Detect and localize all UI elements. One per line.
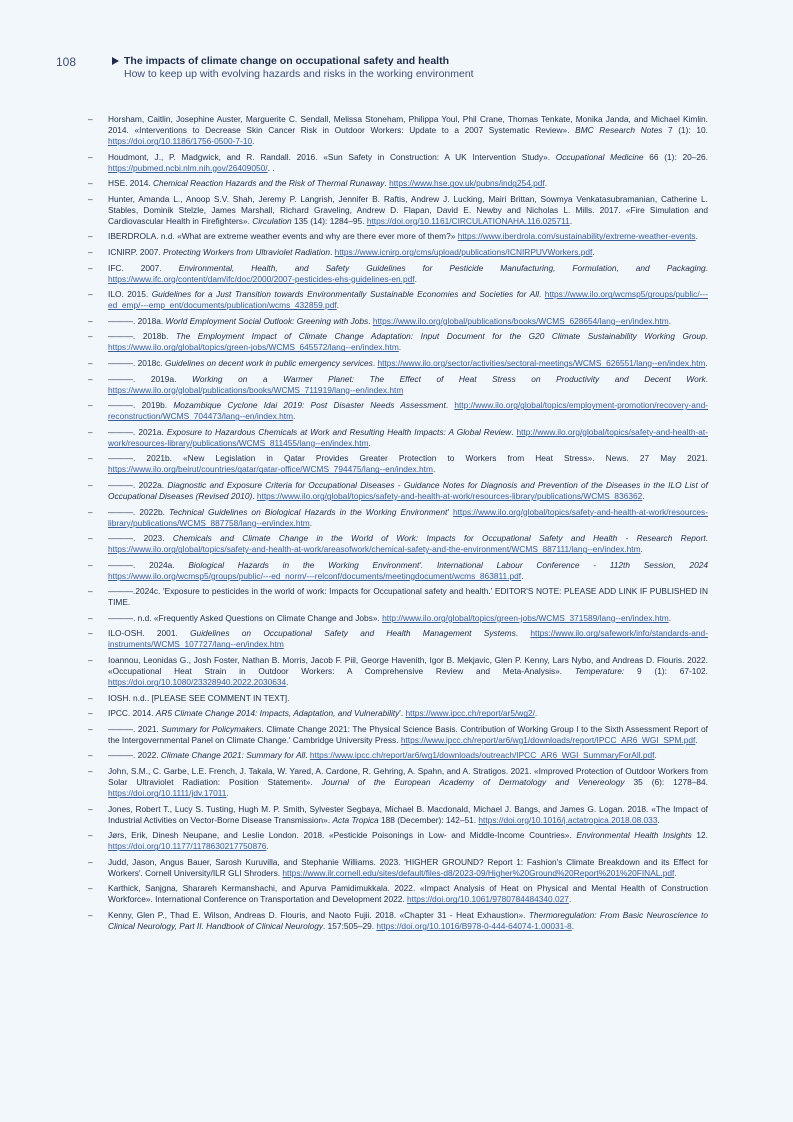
reference-title-italic: Journal of the European Academy of Dermatology and Venereology xyxy=(321,777,625,788)
reference-link[interactable]: https://www.ilo.org/wcmsp5/groups/public/---ed_norm/---relconf/documents/meetingdocument/wcms_863811.pdf xyxy=(108,570,522,581)
reference-item xyxy=(88,263,708,285)
reference-text-segment: ———.2024c. 'Exposure to pesticides in the world of work: Impacts for Occupational safety and health.' EDITOR'S NOTE: PLEASE ADD LINK IF PUBLISHED IN TIME. xyxy=(108,586,708,608)
reference-link[interactable]: https://www.iberdrola.com/sustainability/extreme-weather-events xyxy=(457,231,696,242)
triangle-arrow-icon xyxy=(112,57,119,65)
reference-bullet: – xyxy=(88,708,93,719)
reference-link[interactable]: https://www.ipcc.ch/report/ar5/wg2/ xyxy=(405,708,535,719)
reference-item xyxy=(88,453,708,475)
reference-text-segment: John, S.M., C. Garbe, L.E. French, J. Takala, W. Yared, A. Cardone, R. Gehring, A. Spahn, and A. Stratigos. 2021. «Improved Protection of Outdoor Workers from Solar Ultraviolet Radiation: Position Statement». xyxy=(108,766,708,788)
reference-item xyxy=(88,533,708,555)
reference-text-segment: 66 (1): 20–26. xyxy=(643,151,708,162)
reference-text-segment: ———. 2018c. xyxy=(108,357,166,368)
reference-text-segment: HSE. 2014. xyxy=(108,178,153,189)
reference-title-italic: Environmental Health Insights xyxy=(576,830,692,841)
reference-text-segment: IPCC. 2014. xyxy=(108,708,156,719)
reference-bullet: – xyxy=(88,357,93,368)
reference-text-segment: Jones, Robert T., Lucy S. Tusting, Hugh M. P. Smith, Sylvester Segbaya, Michael B. Macdonald, Michael J. Bangs, and James G. Logan. 2018. «The Impact of Industrial Activities on Vector-Borne Disease Transmission». xyxy=(108,803,708,825)
reference-item xyxy=(88,231,708,242)
reference-text xyxy=(108,194,708,227)
reference-text-segment: . xyxy=(705,533,708,544)
reference-item xyxy=(88,655,708,688)
reference-title-italic: Guidelines for a Just Transition towards Environmentally Sustainable Economies and Societies for All xyxy=(151,289,539,300)
reference-bullet: – xyxy=(88,910,93,920)
reference-text xyxy=(108,628,708,650)
reference-text-segment: ———. 2023. xyxy=(108,533,173,544)
reference-bullet: – xyxy=(88,479,93,490)
reference-text xyxy=(108,766,708,799)
reference-text-segment: . xyxy=(252,136,255,146)
reference-text-segment: . xyxy=(695,231,698,242)
reference-text xyxy=(108,910,708,932)
reference-title-italic: Occupational Medicine xyxy=(555,151,644,162)
reference-text-segment: 188 (December): 142–51. xyxy=(378,814,479,825)
reference-title-italic: Chemicals and Climate Change in the World of Work: Impacts for Occupational Safety and Health - Research Report xyxy=(172,533,706,544)
reference-bullet: – xyxy=(88,262,93,273)
reference-text xyxy=(108,114,708,147)
reference-item xyxy=(88,910,708,932)
reference-title-italic: Circulation xyxy=(252,215,292,226)
reference-link[interactable]: https://www.ilo.org/global/publications/books/WCMS_711919/lang--en/index.htm xyxy=(108,384,404,395)
reference-bullet: – xyxy=(88,193,93,204)
reference-text-segment: ILO-OSH. 2001. xyxy=(108,628,191,639)
reference-text-segment: ———. 2021. xyxy=(108,723,162,734)
reference-text xyxy=(108,400,708,422)
reference-text-segment: 35 (6): 1278–84. xyxy=(624,777,708,788)
reference-item xyxy=(88,693,708,704)
reference-item xyxy=(88,152,708,174)
reference-text xyxy=(108,804,708,826)
reference-text-segment: . xyxy=(705,373,708,384)
reference-item xyxy=(88,289,708,311)
reference-text-segment: . xyxy=(674,867,677,878)
reference-item xyxy=(88,586,708,608)
reference-text xyxy=(108,316,708,327)
reference-text xyxy=(108,533,708,555)
reference-item xyxy=(88,724,708,746)
reference-bullet: – xyxy=(88,331,93,342)
reference-item xyxy=(88,830,708,852)
reference-link[interactable]: https://www.icnirp.org/cms/upload/publications/ICNIRPUVWorkers.pdf xyxy=(334,246,593,257)
reference-text xyxy=(108,427,708,449)
reference-title-italic: BMC Research Notes xyxy=(575,125,663,135)
reference-link[interactable]: https://www.ilr.cornell.edu/sites/default/files-d8/2023-09/Higher%20Ground%20Report%201%20FINAL.pdf xyxy=(282,867,675,878)
reference-text-segment: Karthick, Sanjgna, Sharareh Kermanshachi, and Apurva Pamidimukkala. 2022. «Impact Analysis of Heat on Physical and Mental Health of Construction Workforce». International Conference on Transportation and Development 2022. xyxy=(108,883,708,905)
reference-bullet: – xyxy=(88,178,93,189)
reference-text-segment: Judd, Jason, Angus Bauer, Sarosh Kuruvilla, and Stephanie Williams. 2023. 'HIGHER GROUND? Report 1: Fashion's Climate Breakdown and its Effect for Workers'. Cornell University/ILR GLI Shroders. xyxy=(108,856,708,878)
reference-text-segment: 135 (14): 1284–95. xyxy=(291,215,367,226)
reference-text xyxy=(108,750,708,761)
reference-text xyxy=(108,655,708,688)
reference-text xyxy=(108,857,708,879)
reference-text-segment: ———. 2021a. xyxy=(108,426,167,437)
reference-title-italic: Chemical Reaction Hazards and the Risk of Thermal Runaway xyxy=(153,178,385,189)
reference-text-segment: ———. 2019a. xyxy=(108,373,192,384)
reference-link[interactable]: https://doi.org/10.1177/1178630217750876 xyxy=(108,841,267,852)
reference-text-segment: . xyxy=(544,178,548,189)
reference-text xyxy=(108,374,708,396)
reference-text-segment: . xyxy=(695,734,698,745)
page-number: 108 xyxy=(56,55,77,69)
reference-text-segment: . xyxy=(511,426,517,437)
reference-link[interactable]: https://doi.org/10.1111/jdv.17011 xyxy=(108,788,227,799)
reference-bullet: – xyxy=(88,453,93,464)
reference-text-segment: . xyxy=(592,246,595,257)
reference-text-segment: Kenny, Glen P., Thad E. Wilson, Andreas D. Flouris, and Naoto Fujii. 2018. «Chapter 31 - Heat Exhaustion». xyxy=(108,910,529,920)
reference-text-segment: . xyxy=(538,289,545,300)
reference-bullet: – xyxy=(88,289,93,300)
reference-text-segment: . xyxy=(445,400,455,411)
reference-text xyxy=(108,883,708,905)
header-subtitle: How to keep up with evolving hazards and risks in the working environment xyxy=(124,68,474,80)
reference-link[interactable]: https://www.ipcc.ch/report/ar6/wg1/downloads/report/IPCC_AR6_WGI_SPM.pdf xyxy=(400,734,696,745)
reference-title-italic: Exposure to Hazardous Chemicals at Work and Resulting Health Impacts: A Global Review xyxy=(166,426,512,437)
reference-bullet: – xyxy=(88,586,93,597)
reference-link[interactable]: https://www.ilo.org/global/publications/books/WCMS_628654/lang--en/index.htm xyxy=(372,315,669,326)
reference-title-italic: Temperature: xyxy=(574,666,625,677)
reference-title-italic: Mozambique Cyclone Idai 2019: Post Disaster Needs Assessment xyxy=(173,400,446,411)
reference-link[interactable]: https://www.ilo.org/global/topics/safety-and-health-at-work/resources-library/publications/WCMS_836362 xyxy=(256,490,643,501)
reference-link[interactable]: http://www.ilo.org/global/topics/employment-promotion/recovery-and-reconstruction/WCMS_704473/lang--en/index.htm xyxy=(108,400,708,422)
reference-text-segment: . xyxy=(654,750,657,761)
reference-bullet: – xyxy=(88,766,93,777)
reference-item xyxy=(88,883,708,905)
reference-link[interactable]: https://www.ilo.org/global/topics/safety-and-health-at-work/areasofwork/chemical-safety-and-the-environment/WCMS_887111/lang--en/index.htm xyxy=(108,544,641,555)
reference-text-segment: ———. 2022a. xyxy=(108,479,168,490)
reference-item xyxy=(88,857,708,879)
reference-text-segment: . xyxy=(705,357,708,368)
reference-text-segment: . xyxy=(368,315,373,326)
reference-text-segment: . xyxy=(266,841,269,852)
reference-text-segment: . xyxy=(309,517,313,528)
reference-text-segment: ———. 2022b. xyxy=(108,506,169,517)
reference-link[interactable]: https://www.ipcc.ch/report/ar6/wg1/downloads/outreach/IPCC_AR6_WGI_SummaryForAll.pdf xyxy=(309,750,655,761)
reference-item xyxy=(88,194,708,227)
reference-bullet: – xyxy=(88,655,93,666)
reference-text-segment: . xyxy=(226,788,229,799)
reference-text xyxy=(108,178,708,189)
reference-text xyxy=(108,708,708,719)
reference-item xyxy=(88,708,708,719)
reference-title-italic: Guidelines on Occupational Safety and Health Management Systems xyxy=(190,628,516,639)
reference-text-segment: . xyxy=(414,273,417,284)
reference-link[interactable]: https://www.ilo.org/beirut/countries/qatar/qatar-office/WCMS_794475/lang--en/index.htm xyxy=(108,464,433,475)
reference-text-segment: . xyxy=(571,921,575,931)
reference-bullet: – xyxy=(88,612,93,623)
reference-bullet: – xyxy=(88,231,93,242)
reference-text-segment: . xyxy=(515,628,531,639)
reference-text-segment: . xyxy=(398,342,402,353)
reference-text-segment: . xyxy=(305,750,310,761)
reference-text-segment: ———. n.d. «Frequently Asked Questions on Climate Change and Jobs». xyxy=(108,612,383,623)
reference-link[interactable]: http://www.ilo.org/global/topics/safety-and-health-at-work/resources-library/publications/WCMS_811455/lang--en/index.htm xyxy=(108,426,708,448)
reference-text xyxy=(108,231,708,242)
reference-link[interactable]: https://www.ilo.org/safework/info/standards-and-instruments/WCMS_107727/lang--en/index.htm xyxy=(108,628,708,650)
reference-bullet: – xyxy=(88,856,93,867)
reference-item xyxy=(88,628,708,650)
reference-text-segment: ———. 2024a. xyxy=(108,559,189,570)
reference-text-segment: . xyxy=(705,262,708,273)
reference-text-segment: . xyxy=(705,331,708,342)
reference-item xyxy=(88,766,708,799)
reference-text-segment: ———. 2018a. xyxy=(108,315,166,326)
reference-item xyxy=(88,400,708,422)
reference-link[interactable]: https://doi.org/10.1186/1756-0500-7-10 xyxy=(108,136,253,146)
reference-text xyxy=(108,480,708,502)
reference-text-segment: . xyxy=(521,570,524,581)
reference-text-segment: . xyxy=(252,490,257,501)
reference-title-italic: World Employment Social Outlook: Greening with Jobs xyxy=(165,315,369,326)
reference-text-segment: Horsham, Caitlin, Josephine Auster, Marguerite C. Sendall, Melissa Stoneham, Philippa Youl, Phil Crane, Thomas Tenkate, Monika Janda, and Michael Kimlin. 2014. «Interventions to Decrease Skin Cancer Risk in Outdoor Workers: Update to a 2007 Systematic Review». xyxy=(108,114,708,135)
reference-text xyxy=(108,507,708,529)
reference-text-segment: ———. 2019b. xyxy=(108,400,174,411)
reference-item xyxy=(88,374,708,396)
reference-text-segment: Jørs, Erik, Dinesh Neupane, and Leslie London. 2018. «Pesticide Poisonings in Low- and Middle-Income Countries». xyxy=(108,830,577,841)
reference-item xyxy=(88,331,708,353)
reference-title-italic: Thermoregulation: From Basic Neuroscience to Clinical Neurology, Part II. Handbook of Clinical Neurology xyxy=(108,910,709,931)
reference-bullet: – xyxy=(88,750,93,761)
reference-text-segment: ———. 2018b. xyxy=(108,331,176,342)
reference-item xyxy=(88,613,708,624)
reference-item xyxy=(88,560,708,582)
reference-text-segment: ILO. 2015. xyxy=(108,289,152,300)
reference-item xyxy=(88,316,708,327)
reference-title-italic: Diagnostic and Exposure Criteria for Occupational Diseases - Guidance Notes for Diagnosis and Prevention of the Diseases in the ILO List of Occupational Diseases (Revised 2010) xyxy=(108,479,708,501)
reference-text xyxy=(108,830,708,852)
reference-bullet: – xyxy=(88,830,93,841)
reference-bullet: – xyxy=(88,533,93,544)
reference-bullet: – xyxy=(88,803,93,814)
reference-link[interactable]: https://doi.org/10.1161/CIRCULATIONAHA.116.025711 xyxy=(366,215,570,226)
reference-text-segment: Hunter, Amanda L., Anoop S.V. Shah, Jeremy P. Langrish, Jennifer B. Raftis, Andrew J. Lucking, Mairi Brittan, Sowmya Venkatasubramanian, Catherine L. Stables, Dominik Stelzle, James Marshall, Richard Graveling, Andrew D. Flapan, David E. Newby and Nicholas L. Mills. 2017. «Fire Simulation and Cardiovascular Health in Firefighters». xyxy=(108,193,708,226)
reference-link[interactable]: https://www.ilo.org/sector/activities/sectoral-meetings/WCMS_626551/lang--en/index.htm xyxy=(377,357,706,368)
reference-item xyxy=(88,247,708,258)
reference-text-segment: . xyxy=(668,612,672,623)
reference-item xyxy=(88,358,708,369)
reference-bullet: – xyxy=(88,151,93,162)
reference-text-segment: . xyxy=(286,677,289,688)
reference-text-segment: . xyxy=(642,490,645,501)
reference-title-italic: Guidelines on decent work in public emergency services xyxy=(165,357,373,368)
reference-text-segment: IBERDROLA. n.d. «What are extreme weather events and why are there ever more of them?» xyxy=(108,231,458,242)
reference-text xyxy=(108,586,708,608)
reference-title-italic: Technical Guidelines on Biological Hazards in the Working Environment' xyxy=(168,506,449,517)
reference-text-segment: Ioannou, Leonidas G., Josh Foster, Nathan B. Morris, Jacob F. Piil, George Havenith, Igor B. Mekjavic, Glen P. Kenny, Lars Nybo, and Andreas D. Flouris. 2022. «Occupational Heat Strain in Outdoor Workers: A Comprehensive Review and Meta-Analysis». xyxy=(108,655,708,677)
reference-bullet: – xyxy=(88,315,93,326)
reference-text-segment: IOSH. n.d.. [PLEASE SEE COMMENT IN TEXT]. xyxy=(108,692,290,703)
reference-text-segment: . xyxy=(384,178,390,189)
reference-text-segment: . . xyxy=(267,162,275,173)
reference-text-segment: 9 (1): 67-102. xyxy=(624,666,709,677)
header-title: The impacts of climate change on occupational safety and health xyxy=(124,55,449,67)
reference-text xyxy=(108,724,708,746)
reference-title-italic: Climate Change 2021: Summary for All xyxy=(160,750,306,761)
reference-link[interactable]: https://www.hse.gov.uk/pubns/indg254.pdf xyxy=(389,178,545,189)
reference-title-italic: Biological Hazards in the Working Environment'. International Labour Conference - 112th Session, 2024 xyxy=(188,559,708,570)
reference-text-segment: 12. xyxy=(691,830,708,841)
reference-text-segment: . Climate Change 2021: The Physical Science Basis. Contribution of Working Group I to the Sixth Assessment Report of the Intergovernmental Panel on Climate Change.' Cambridge University Press. xyxy=(108,723,708,745)
reference-item xyxy=(88,804,708,826)
reference-text-segment: . xyxy=(293,411,296,422)
reference-title-italic: Acta Tropica xyxy=(332,814,379,825)
reference-link[interactable]: https://www.ilo.org/wcmsp5/groups/public/---ed_emp/---emp_ent/documents/publication/wcms_432859.pdf xyxy=(108,289,708,311)
reference-text xyxy=(108,358,708,369)
reference-bullet: – xyxy=(88,400,93,411)
reference-link[interactable]: https://doi.org/10.1061/9780784484340.027 xyxy=(407,894,569,905)
reference-link[interactable]: https://www.ilo.org/global/topics/green-jobs/WCMS_645572/lang--en/index.htm xyxy=(108,342,399,353)
reference-bullet: – xyxy=(88,506,93,517)
reference-bullet: – xyxy=(88,559,93,570)
reference-title-italic: Environmental, Health, and Safety Guidelines for Pesticide Manufacturing, Formulation, and Packaging xyxy=(178,262,706,273)
reference-title-italic: AR5 Climate Change 2014: Impacts, Adaptation, and Vulnerability xyxy=(155,708,400,719)
reference-text-segment: . 157:505–29. xyxy=(323,921,377,931)
reference-bullet: – xyxy=(88,723,93,734)
reference-list xyxy=(88,114,708,937)
reference-link[interactable]: https://www.ifc.org/content/dam/ifc/doc/2000/2007-pesticides-ehs-guidelines-en.pdf xyxy=(108,273,415,284)
reference-link[interactable]: https://doi.org/10.1016/B978-0-444-64074-1.00031-8 xyxy=(376,921,572,931)
reference-link[interactable]: https://www.ilo.org/global/topics/safety-and-health-at-work/resources-library/publications/WCMS_887758/lang--en/index.htm xyxy=(108,506,708,528)
reference-text-segment: '. xyxy=(399,708,406,719)
reference-text-segment: Houdmont, J., P. Madgwick, and R. Randall. 2016. «Sun Safety in Construction: A UK Intervention Study». xyxy=(108,151,556,162)
reference-bullet: – xyxy=(88,426,93,437)
reference-text-segment: . xyxy=(640,544,643,555)
reference-text-segment: 7 (1): 10. xyxy=(662,125,708,135)
reference-bullet: – xyxy=(88,246,93,257)
reference-text-segment: . xyxy=(372,357,378,368)
reference-text-segment: ICNIRP. 2007. xyxy=(108,246,164,257)
reference-item xyxy=(88,480,708,502)
running-header xyxy=(112,55,752,80)
reference-text xyxy=(108,247,708,258)
reference-text-segment: . xyxy=(368,437,371,448)
reference-bullet: – xyxy=(88,373,93,384)
reference-title-italic: Working on a Warmer Planet: The Effect of Heat Stress on Productivity and Decent Work xyxy=(191,373,706,384)
reference-text xyxy=(108,289,708,311)
reference-title-italic: Summary for Policymakers xyxy=(161,723,262,734)
reference-text-segment: . xyxy=(534,708,538,719)
reference-bullet: – xyxy=(88,114,93,124)
reference-text-segment: . xyxy=(432,464,436,475)
reference-bullet: – xyxy=(88,883,93,894)
reference-text xyxy=(108,453,708,475)
reference-text-segment: . xyxy=(668,315,672,326)
reference-text-segment: ———. 2021b. «New Legislation in Qatar Provides Greater Protection to Workers from Heat Stress». News. 27 May 2021. xyxy=(108,453,708,464)
reference-item xyxy=(88,427,708,449)
header-title-row xyxy=(112,55,752,67)
reference-text-segment: . xyxy=(569,215,573,226)
reference-item xyxy=(88,750,708,761)
reference-text xyxy=(108,693,708,704)
reference-text xyxy=(108,152,708,174)
reference-text-segment: . xyxy=(336,300,339,311)
reference-link[interactable]: https://doi.org/10.1016/j.actatropica.2018.08.033 xyxy=(478,814,658,825)
reference-item xyxy=(88,114,708,147)
reference-text-segment: . xyxy=(657,814,660,825)
reference-text-segment: . xyxy=(568,894,572,905)
reference-link[interactable]: https://pubmed.ncbi.nlm.nih.gov/26409050/ xyxy=(108,162,268,173)
reference-bullet: – xyxy=(88,692,93,703)
reference-text xyxy=(108,613,708,624)
reference-link[interactable]: https://doi.org/10.1080/23328940.2022.2030634 xyxy=(108,677,287,688)
reference-text-segment: IFC. 2007. xyxy=(108,262,179,273)
reference-bullet: – xyxy=(88,628,93,639)
reference-title-italic: Protecting Workers from Ultraviolet Radiation xyxy=(163,246,330,257)
reference-link[interactable]: http://www.ilo.org/global/topics/green-jobs/WCMS_371589/lang--en/index.htm xyxy=(382,612,669,623)
reference-title-italic: The Employment Impact of Climate Change Adaptation: Input Document for the G20 Climate Sustainability Working Group xyxy=(175,331,706,342)
reference-text xyxy=(108,263,708,285)
reference-item xyxy=(88,507,708,529)
reference-text-segment: . xyxy=(329,246,335,257)
reference-text xyxy=(108,560,708,582)
reference-text-segment: ———. 2022. xyxy=(108,750,161,761)
reference-text xyxy=(108,331,708,353)
reference-item xyxy=(88,178,708,189)
